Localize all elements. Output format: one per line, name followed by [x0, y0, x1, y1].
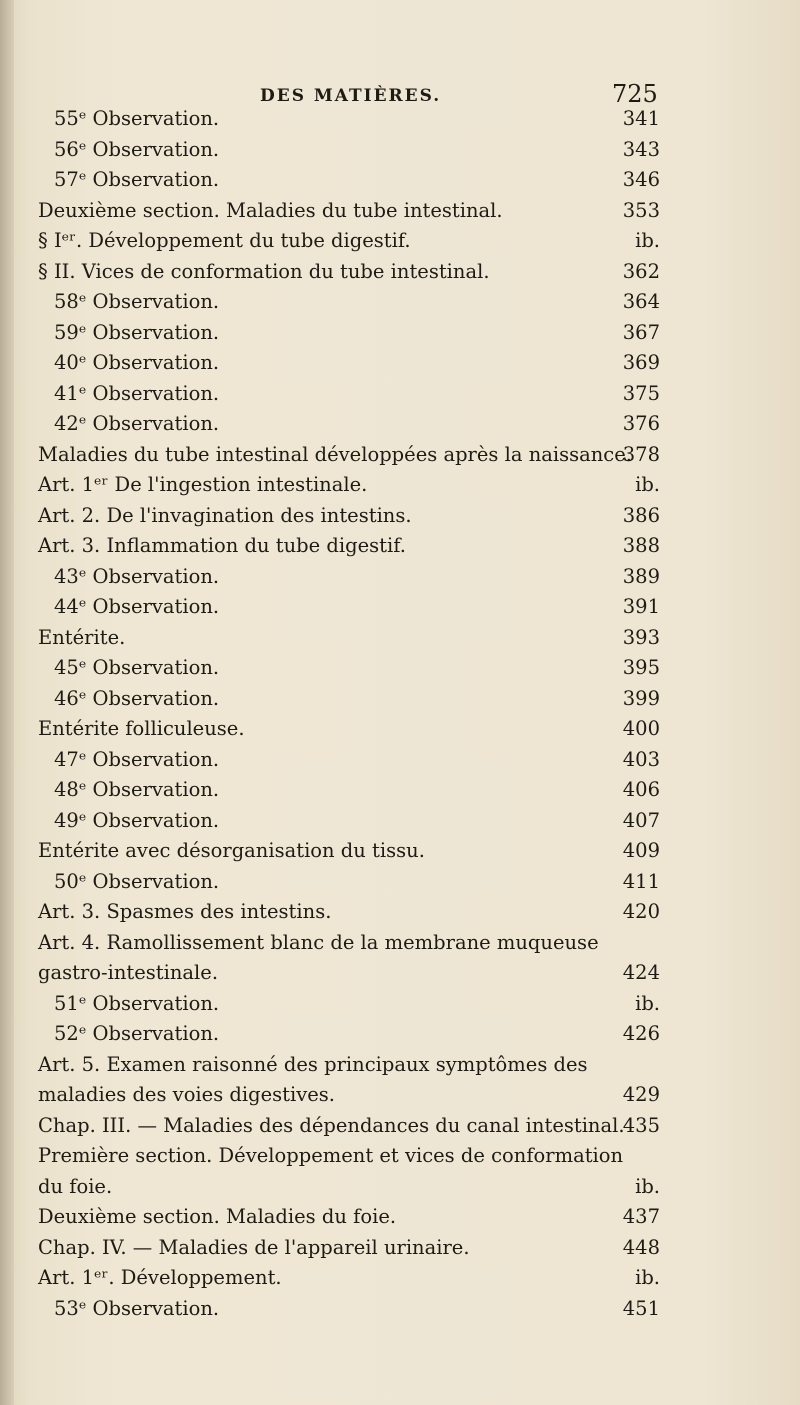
- toc-entry: [0, 257, 800, 288]
- entry-title: Entérite folliculeuse.: [38, 717, 245, 740]
- toc-entry: [0, 501, 800, 532]
- toc-entry: [0, 1019, 800, 1050]
- entry-page: 437: [622, 1205, 660, 1228]
- entry-page: 429: [622, 1083, 660, 1106]
- entry-page: 407: [622, 808, 660, 832]
- entry-page: 346: [622, 168, 660, 191]
- entry-title: Art. 3. Spasmes des intestins.: [38, 900, 332, 923]
- entry-title: § II. Vices de conformation du tube intestinal.: [38, 259, 490, 283]
- toc-entry: [0, 440, 800, 471]
- entry-page: 389: [622, 564, 660, 588]
- entry-title: 41ᵉ Observation.: [54, 381, 220, 405]
- toc-entry: [0, 928, 800, 989]
- entry-page: 426: [622, 1022, 660, 1045]
- entry-title: 55ᵉ Observation.: [54, 107, 220, 130]
- entry-title: Entérite.: [38, 625, 126, 649]
- entry-title: 52ᵉ Observation.: [54, 1022, 220, 1045]
- entry-page: 364: [622, 290, 660, 313]
- entry-page: 369: [622, 351, 660, 374]
- entry-title: 56ᵉ Observation.: [54, 137, 220, 161]
- entry-title: 59ᵉ Observation.: [54, 320, 220, 344]
- entry-page: ib.: [635, 473, 660, 496]
- entry-title: Deuxième section. Maladies du tube intestinal.: [38, 198, 503, 222]
- toc-entry: [0, 104, 800, 135]
- toc-entry: [0, 745, 800, 776]
- entry-title: § Iᵉʳ. Développement du tube digestif.: [38, 229, 411, 252]
- toc-entry: [0, 1111, 800, 1142]
- toc-entry: [0, 592, 800, 623]
- entry-page: 399: [622, 686, 660, 710]
- entry-title: Deuxième section. Maladies du foie.: [38, 1205, 397, 1228]
- entry-title: 42ᵉ Observation.: [54, 412, 220, 435]
- entry-page: ib.: [635, 991, 660, 1015]
- toc-entry: [0, 623, 800, 654]
- toc-entry: [0, 836, 800, 867]
- toc-entry: [0, 531, 800, 562]
- toc-entry: [0, 409, 800, 440]
- running-head: DES MATIÈRES.: [260, 86, 442, 106]
- entry-title: 47ᵉ Observation.: [54, 747, 220, 771]
- entry-title: 44ᵉ Observation.: [54, 595, 220, 618]
- toc-entry: [0, 1233, 800, 1264]
- toc-entry: [0, 562, 800, 593]
- toc-entry: [0, 714, 800, 745]
- toc-entry: [0, 1141, 800, 1202]
- toc-entry: [0, 287, 800, 318]
- toc-entry: [0, 135, 800, 166]
- entry-page: ib.: [635, 1174, 660, 1198]
- toc-entry: [0, 226, 800, 257]
- entry-page: ib.: [635, 229, 660, 252]
- entry-title: Art. 1ᵉʳ. Développement.: [38, 1266, 282, 1289]
- toc-entry: [0, 348, 800, 379]
- entry-page: 448: [622, 1235, 660, 1259]
- entry-page: 391: [622, 595, 660, 618]
- entry-page: 420: [622, 900, 660, 923]
- entry-page: 409: [622, 839, 660, 862]
- entry-title: 48ᵉ Observation.: [54, 778, 220, 801]
- entry-page: ib.: [635, 1266, 660, 1289]
- entry-page: 403: [622, 747, 660, 771]
- entry-title: 49ᵉ Observation.: [54, 808, 220, 832]
- entry-title: Première section. Développement et vices de conformation du foie.: [38, 1144, 624, 1198]
- entry-title: 53ᵉ Observation.: [54, 1296, 220, 1320]
- toc-entry: [0, 867, 800, 898]
- entry-page: 451: [622, 1296, 660, 1320]
- entry-title: 40ᵉ Observation.: [54, 351, 220, 374]
- entry-title: Art. 4. Ramollissement blanc de la membrane muqueuse gastro-intestinale.: [38, 930, 599, 984]
- entry-title: Art. 1ᵉʳ De l'ingestion intestinale.: [38, 473, 368, 496]
- entry-title: Entérite avec désorganisation du tissu.: [38, 839, 425, 862]
- entry-page: 424: [622, 961, 660, 984]
- toc-entry: [0, 806, 800, 837]
- entry-page: 367: [622, 320, 660, 344]
- entry-page: 353: [622, 198, 660, 222]
- entry-title: 51ᵉ Observation.: [54, 991, 220, 1015]
- entry-title: Chap. IV. — Maladies de l'appareil urinaire.: [38, 1235, 470, 1259]
- entry-page: 393: [622, 625, 660, 649]
- table-of-contents: [0, 104, 800, 1324]
- entry-page: 386: [622, 503, 660, 527]
- entry-page: 376: [622, 412, 660, 435]
- toc-entry: [0, 1202, 800, 1233]
- entry-page: 388: [622, 534, 660, 557]
- entry-title: Art. 5. Examen raisonné des principaux symptômes des maladies des voies digestives.: [38, 1052, 588, 1106]
- entry-title: 57ᵉ Observation.: [54, 168, 220, 191]
- entry-title: 45ᵉ Observation.: [54, 656, 220, 679]
- entry-page: 375: [622, 381, 660, 405]
- entry-title: Art. 3. Inflammation du tube digestif.: [38, 534, 406, 557]
- page-number: 725: [612, 80, 658, 108]
- toc-entry: [0, 1294, 800, 1325]
- entry-page: 400: [622, 717, 660, 740]
- toc-entry: [0, 379, 800, 410]
- entry-title: Maladies du tube intestinal développées après la naissance.: [38, 442, 632, 466]
- toc-entry: [0, 470, 800, 501]
- entry-title: 43ᵉ Observation.: [54, 564, 220, 588]
- toc-entry: [0, 165, 800, 196]
- entry-title: Chap. III. — Maladies des dépendances du canal intestinal.: [38, 1113, 625, 1137]
- entry-page: 378: [622, 442, 660, 466]
- entry-page: 395: [622, 656, 660, 679]
- entry-title: 58ᵉ Observation.: [54, 290, 220, 313]
- toc-entry: [0, 653, 800, 684]
- entry-page: 343: [622, 137, 660, 161]
- entry-page: 362: [622, 259, 660, 283]
- toc-entry: [0, 684, 800, 715]
- toc-entry: [0, 897, 800, 928]
- toc-entry: [0, 775, 800, 806]
- toc-entry: [0, 1263, 800, 1294]
- toc-entry: [0, 1050, 800, 1111]
- toc-entry: [0, 989, 800, 1020]
- entry-title: 46ᵉ Observation.: [54, 686, 220, 710]
- entry-page: 435: [622, 1113, 660, 1137]
- toc-entry: [0, 318, 800, 349]
- entry-title: Art. 2. De l'invagination des intestins.: [38, 503, 412, 527]
- entry-page: 406: [622, 778, 660, 801]
- entry-page: 341: [622, 107, 660, 130]
- toc-entry: [0, 196, 800, 227]
- entry-page: 411: [622, 869, 660, 893]
- entry-title: 50ᵉ Observation.: [54, 869, 220, 893]
